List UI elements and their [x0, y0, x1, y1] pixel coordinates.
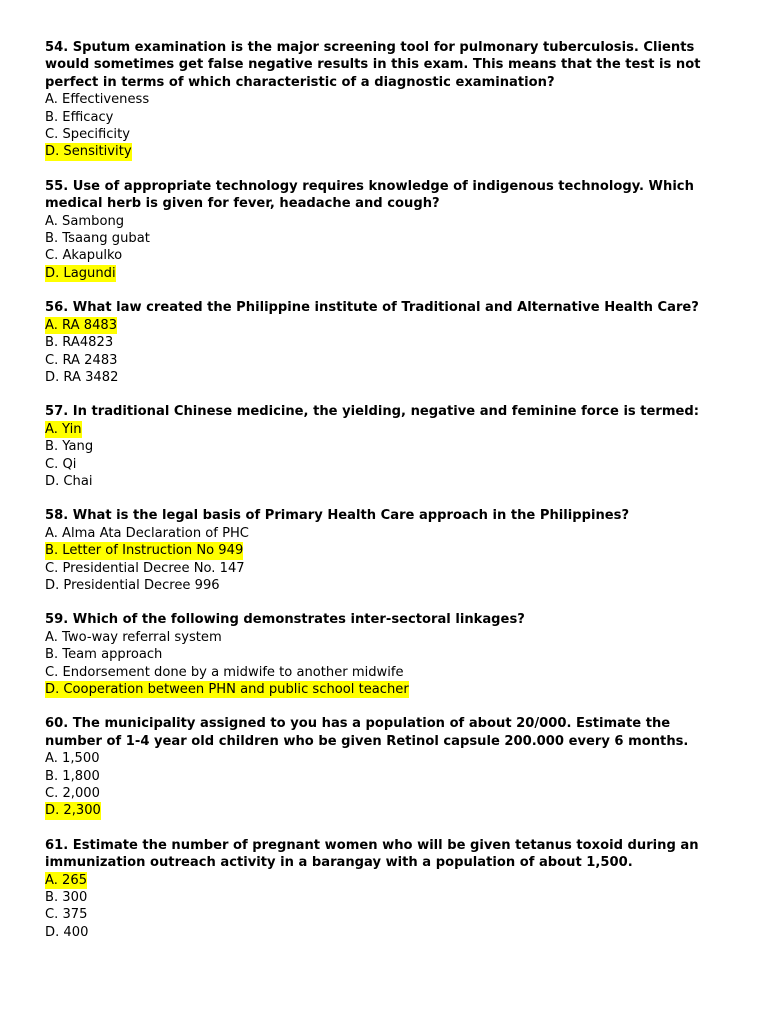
question-block: [45, 39, 728, 161]
answer-option: [45, 109, 728, 126]
answer-option: [45, 334, 728, 351]
answer-option-text: B. Efficacy: [45, 109, 114, 125]
answer-option-text: D. Lagundi: [45, 265, 116, 281]
question-block: [45, 715, 728, 819]
answer-option-text: A. Yin: [45, 421, 82, 437]
answer-option: [45, 664, 728, 681]
answer-option-text: D. Chai: [45, 473, 93, 489]
answer-option-text: A. Sambong: [45, 213, 125, 229]
answer-option-highlighted: [45, 421, 728, 438]
question-stem: 54. Sputum examination is the major screening tool for pulmonary tuberculosis. Clients would sometimes get false negative results in this exam. This means that the test is not perfect in terms of which characteristic of a diagnostic examination?: [45, 40, 701, 90]
answer-option-text: B. 1,800: [45, 768, 100, 784]
question-block: [45, 837, 728, 941]
answer-option-text: D. Cooperation between PHN and public school teacher: [45, 682, 409, 697]
answer-option-text: A. Two-way referral system: [45, 629, 222, 645]
question-stem: 59. Which of the following demonstrates inter-sectoral linkages?: [45, 612, 525, 628]
question-block: [45, 507, 728, 594]
answer-option-highlighted: [45, 872, 728, 889]
answer-option: [45, 91, 728, 108]
question-block: [45, 299, 728, 386]
answer-option: [45, 577, 728, 594]
option-list: [45, 213, 728, 283]
answer-option-text: C. Specificity: [45, 127, 130, 143]
answer-option: [45, 750, 728, 767]
answer-option: [45, 352, 728, 369]
answer-option-text: A. RA 8483: [45, 317, 118, 333]
question-block: [45, 611, 728, 698]
answer-option-text: C. Akapulko: [45, 248, 123, 264]
option-list: [45, 872, 728, 942]
answer-option: [45, 369, 728, 386]
answer-option-text: C. Endorsement done by a midwife to another midwife: [45, 664, 404, 680]
option-list: [45, 525, 728, 595]
answer-option: [45, 438, 728, 455]
answer-option-highlighted: [45, 143, 728, 160]
answer-option: [45, 473, 728, 490]
answer-option-text: D. 2,300: [45, 803, 101, 819]
option-list: [45, 317, 728, 387]
answer-option-text: B. Team approach: [45, 647, 163, 663]
answer-option-text: C. 375: [45, 907, 88, 923]
answer-option: [45, 889, 728, 906]
answer-option-highlighted: [45, 265, 728, 282]
option-list: [45, 750, 728, 820]
answer-option-highlighted: [45, 317, 728, 334]
answer-option: [45, 560, 728, 577]
question-stem: 60. The municipality assigned to you has a population of about 20/000. Estimate the number of 1-4 year old children who be given Retinol capsule 200.000 every 6 months.: [45, 716, 689, 749]
answer-option-text: B. Yang: [45, 439, 94, 455]
answer-option-text: C. 2,000: [45, 786, 100, 802]
answer-option: [45, 785, 728, 802]
answer-option: [45, 629, 728, 646]
answer-option: [45, 924, 728, 941]
answer-option: [45, 247, 728, 264]
answer-option: [45, 126, 728, 143]
answer-option: [45, 213, 728, 230]
answer-option-text: D. RA 3482: [45, 369, 119, 385]
answer-option-text: B. 300: [45, 890, 88, 906]
answer-option-text: B. RA4823: [45, 335, 114, 351]
question-stem: 57. In traditional Chinese medicine, the yielding, negative and feminine force is termed:: [45, 404, 700, 420]
option-list: [45, 421, 728, 491]
answer-option-text: D. 400: [45, 924, 89, 940]
answer-option-text: D. Sensitivity: [45, 144, 132, 160]
answer-option-text: B. Letter of Instruction No 949: [45, 543, 244, 559]
answer-option: [45, 525, 728, 542]
question-block: [45, 403, 728, 490]
question-block: [45, 178, 728, 282]
answer-option-highlighted: [45, 802, 728, 819]
answer-option-text: A. Alma Ata Declaration of PHC: [45, 525, 249, 541]
answer-option-text: C. RA 2483: [45, 352, 118, 368]
answer-option: [45, 230, 728, 247]
answer-option-text: D. Presidential Decree 996: [45, 577, 220, 593]
option-list: [45, 91, 728, 161]
answer-option-text: B. Tsaang gubat: [45, 231, 150, 247]
answer-option-text: A. 1,500: [45, 751, 100, 767]
answer-option-text: C. Qi: [45, 456, 77, 472]
answer-option: [45, 906, 728, 923]
answer-option: [45, 456, 728, 473]
answer-option-highlighted: [45, 681, 728, 698]
answer-option-text: C. Presidential Decree No. 147: [45, 560, 245, 576]
answer-option: [45, 646, 728, 663]
answer-option-text: A. 265: [45, 872, 88, 888]
answer-option-highlighted: [45, 542, 728, 559]
question-stem: 61. Estimate the number of pregnant women who will be given tetanus toxoid during an immunization outreach activity in a barangay with a population of about 1,500.: [45, 837, 699, 871]
option-list: [45, 629, 728, 699]
question-list: [45, 39, 728, 941]
question-stem: 55. Use of appropriate technology requires knowledge of indigenous technology. Which medical herb is given for fever, headache and cough?: [45, 178, 694, 212]
answer-option-text: A. Effectiveness: [45, 92, 150, 108]
question-stem: 58. What is the legal basis of Primary Health Care approach in the Philippines?: [45, 508, 630, 524]
question-stem: 56. What law created the Philippine institute of Traditional and Alternative Health Care?: [45, 300, 699, 316]
answer-option: [45, 768, 728, 785]
